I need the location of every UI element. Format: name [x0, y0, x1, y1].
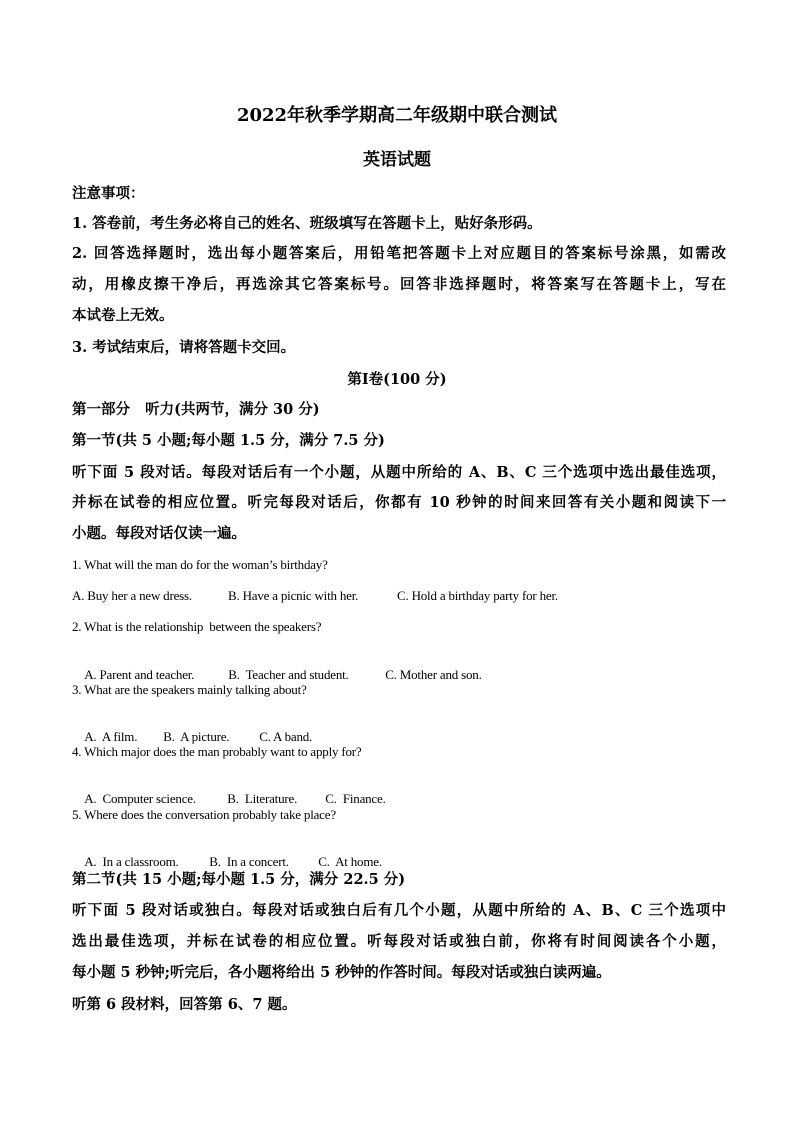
- section-2-instruction-line-2: 选出最佳选项，并标在试卷的相应位置。听每段对话或独白前，你将有时间阅读各个小题，: [72, 933, 726, 950]
- part-1-heading: 第一部分 听力(共两节，满分 30 分): [72, 401, 320, 418]
- note-2-line-2: 动，用橡皮擦干净后，再选涂其它答案标号。回答非选择题时，将答案写在答题卡上，写在: [72, 276, 726, 293]
- question-3: 3. What are the speakers mainly talking about?: [72, 682, 307, 697]
- option-c: C. Hold a birthday party for her.: [397, 588, 558, 603]
- note-3: 3. 考试结束后，请将答题卡交回。: [72, 339, 296, 356]
- option-b: B. A picture.: [163, 729, 230, 744]
- option-a: A. Parent and teacher.: [84, 667, 195, 682]
- volume-heading: 第Ⅰ卷(100 分): [347, 371, 447, 388]
- question-1: 1. What will the man do for the woman’s birthday?: [72, 557, 328, 572]
- exam-title: 2022年秋季学期高二年级期中联合测试: [236, 105, 558, 126]
- option-b: B. Teacher and student.: [228, 667, 349, 682]
- question-5: 5. Where does the conversation probably take place?: [72, 807, 336, 822]
- option-c: C. A band.: [259, 729, 313, 744]
- section-2-instruction-line-3: 每小题 5 秒钟;听完后，各小题将给出 5 秒钟的作答时间。每段对话或独白读两遍。: [72, 964, 611, 981]
- section-2-heading: 第二节(共 15 小题;每小题 1.5 分，满分 22.5 分): [72, 871, 406, 888]
- exam-subtitle: 英语试题: [363, 150, 431, 170]
- note-2-line-3: 本试卷上无效。: [72, 307, 174, 324]
- material-6-heading: 听第 6 段材料，回答第 6、7 题。: [72, 996, 297, 1013]
- section-1-instruction-line-2: 并标在试卷的相应位置。听完每段对话后，你都有 10 秒钟的时间来回答有关小题和阅读下一: [72, 494, 726, 511]
- option-a: A. Buy her a new dress.: [72, 588, 192, 603]
- question-1-options: [72, 588, 726, 604]
- section-1-instruction-line-3: 小题。每段对话仅读一遍。: [72, 525, 246, 542]
- option-c: C. Finance.: [325, 791, 386, 806]
- option-b: B. Have a picnic with her.: [228, 588, 359, 603]
- section-1-instruction-line-1: 听下面 5 段对话。每段对话后有一个小题，从题中所给的 A、B、C 三个选项中选出最佳选项，: [72, 464, 726, 481]
- option-c: C. At home.: [318, 854, 382, 869]
- question-4: 4. Which major does the man probably want to apply for?: [72, 744, 362, 759]
- section-2-instruction-line-1: 听下面 5 段对话或独白。每段对话或独白后有几个小题，从题中所给的 A、B、C 三个选项中: [72, 902, 726, 919]
- option-c: C. Mother and son.: [385, 667, 482, 682]
- question-2: 2. What is the relationship between the speakers?: [72, 619, 322, 634]
- section-1-heading: 第一节(共 5 小题;每小题 1.5 分，满分 7.5 分): [72, 432, 385, 449]
- option-a: A. Computer science.: [84, 791, 196, 806]
- option-a: A. A film.: [84, 729, 138, 744]
- note-1: 1. 答卷前，考生务必将自己的姓名、班级填写在答题卡上，贴好条形码。: [72, 215, 542, 232]
- note-2-line-1: 2. 回答选择题时，选出每小题答案后，用铅笔把答题卡上对应题目的答案标号涂黑，如需改: [72, 245, 726, 262]
- notes-heading: 注意事项：: [72, 185, 145, 202]
- option-a: A. In a classroom.: [84, 854, 179, 869]
- option-b: B. Literature.: [227, 791, 298, 806]
- option-b: B. In a concert.: [209, 854, 289, 869]
